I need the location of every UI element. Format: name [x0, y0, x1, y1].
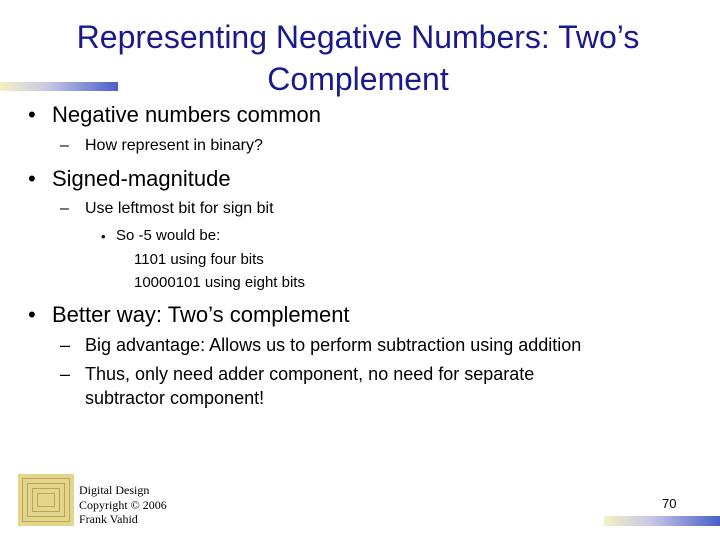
bullet-signed-magnitude: Signed-magnitude: [52, 166, 231, 191]
item-so-minus-5: So -5 would be:: [116, 227, 221, 244]
slide-title-line-2: Complement: [267, 61, 449, 97]
dash-marker: –: [60, 335, 71, 355]
text-four-bits: 1101 using four bits: [134, 251, 264, 268]
footer-accent-bar: [604, 516, 720, 526]
sub-bullet-leftmost-bit: Use leftmost bit for sign bit: [85, 200, 274, 217]
bullet-twos-complement: Better way: Two’s complement: [52, 302, 350, 327]
dash-marker: –: [60, 364, 71, 384]
sub-bullet-big-advantage: Big advantage: Allows us to perform subtraction using addition: [85, 335, 582, 355]
footer-author: Frank Vahid: [79, 512, 138, 526]
bullet-marker: •: [28, 166, 36, 191]
dash-marker: –: [60, 137, 69, 154]
bullet-marker: •: [28, 302, 36, 327]
bullet-marker: •: [101, 229, 106, 244]
sub-bullet-adder-line-2: subtractor component!: [85, 388, 265, 408]
footer-book-title: Digital Design: [79, 483, 150, 497]
bullet-marker: •: [28, 102, 36, 127]
publisher-logo: [18, 474, 74, 526]
slide-title-line-1: Representing Negative Numbers: Two’s: [76, 19, 640, 55]
dash-marker: –: [60, 200, 69, 217]
page-number: 70: [662, 496, 677, 511]
sub-bullet-how-represent: How represent in binary?: [85, 137, 263, 154]
footer-copyright: Copyright © 2006: [79, 497, 167, 512]
footer-credits: [79, 483, 167, 527]
bullet-negative-numbers: Negative numbers common: [52, 102, 322, 127]
sub-bullet-adder-line-1: Thus, only need adder component, no need for separate: [85, 364, 535, 384]
text-eight-bits: 10000101 using eight bits: [134, 274, 305, 291]
title-accent-bar: [0, 82, 118, 91]
